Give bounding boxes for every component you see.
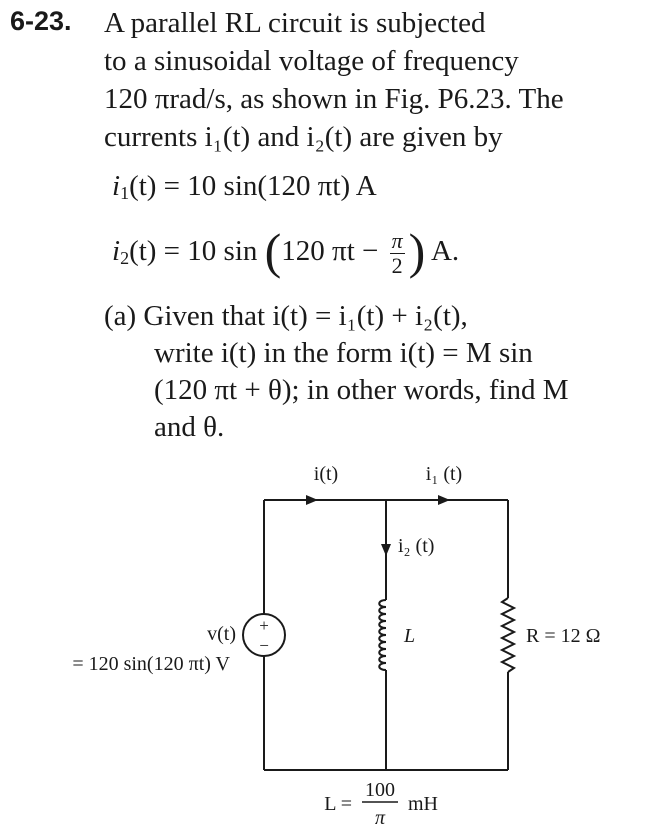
inductor-coil (379, 600, 386, 670)
word: parallel (130, 7, 218, 39)
eq-var: i (112, 235, 121, 267)
word: frequency (402, 45, 519, 77)
intro-line-4: currents i₁(t) and i₂(t) are given by (104, 121, 503, 153)
source-plus: + (259, 616, 269, 635)
word: a (133, 45, 147, 77)
inductor-label: L (404, 625, 416, 647)
source-label-v: v(t) (207, 623, 236, 645)
resistor-label: R = 12 Ω (526, 625, 601, 647)
word: (a) Given (104, 300, 215, 332)
label-i1: i₁ (t) (425, 463, 463, 485)
eq-argument: 120 πt − (281, 235, 379, 267)
word: subjected (375, 7, 486, 39)
left-paren: ( (264, 223, 282, 279)
source-minus: − (259, 636, 269, 655)
word: voltage (278, 45, 365, 77)
label-i: i(t) (313, 463, 339, 485)
right-paren: ) (408, 223, 426, 279)
frac-denominator: 2 (391, 252, 403, 278)
l-value-unit: mH (408, 793, 438, 815)
intro-line-3: 120 πrad/s, as shown in Fig. P6.23. The (104, 83, 564, 115)
word: circuit (268, 7, 343, 39)
word: RL (224, 7, 261, 39)
word: to (104, 45, 127, 77)
arrow-i2 (381, 544, 391, 556)
l-value-lhs: L = (324, 793, 352, 815)
eq-subscript: 1 (120, 183, 130, 203)
arrow-i (306, 495, 318, 505)
problem-number: 6-23. (10, 6, 72, 36)
l-value-denominator: π (374, 807, 386, 829)
eq-rhs: (t) = 10 sin(120 πt) A (129, 170, 377, 202)
part-a-line-4: and θ. (154, 411, 225, 443)
eq-unit: A. (430, 235, 460, 267)
word: that (221, 300, 266, 332)
arrow-i1 (438, 495, 450, 505)
eq-subscript: 2 (120, 248, 130, 268)
eq-middle: (t) = 10 sin (129, 235, 258, 267)
resistor (502, 598, 514, 672)
label-i2: i₂ (t) (398, 535, 435, 557)
word: A (104, 7, 124, 39)
word: i(t) = i₁(t) + i₂(t), (272, 300, 468, 332)
eq-var: i (112, 170, 121, 202)
source-label-expr: = 120 sin(120 πt) V (72, 653, 230, 675)
part-a-line-3: (120 πt + θ); in other words, find M (154, 374, 569, 406)
frac-numerator: π (391, 227, 403, 253)
word: sinusoidal (153, 45, 272, 77)
l-value-numerator: 100 (365, 779, 395, 801)
part-a-line-2: write i(t) in the form i(t) = M sin (154, 337, 533, 369)
word: of (371, 45, 396, 77)
word: is (349, 7, 369, 39)
